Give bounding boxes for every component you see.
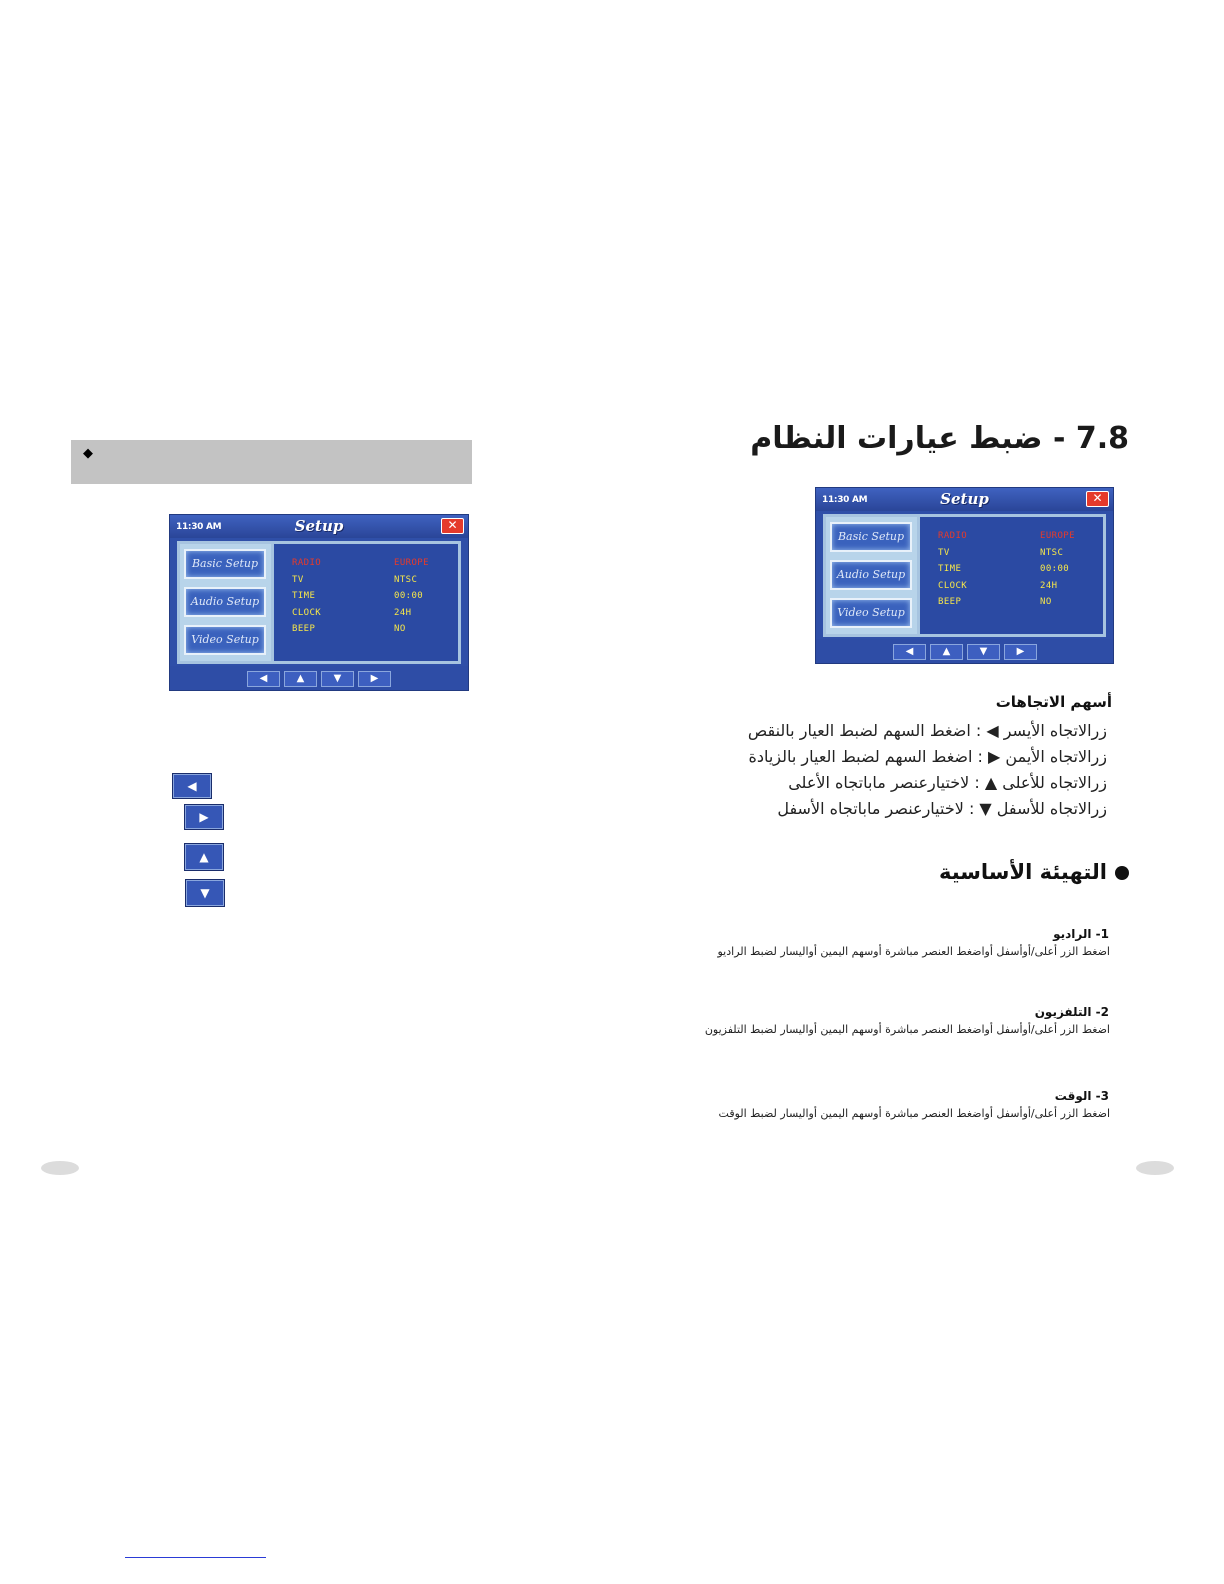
- setting-key: RADIO: [938, 531, 968, 541]
- diamond-bullet-icon: ◆: [83, 446, 93, 461]
- menu-column: [180, 544, 271, 661]
- item-desc-radio: اضغط الزر أعلى/أوأسفل أواضغط العنصر مباشرة أوسهم اليمين أواليسار لضبط الراديو: [717, 945, 1110, 958]
- arrow-desc-down: زرالاتجاه للأسفل ▼ : لاختيارعنصر ماباتجاه الأسفل: [777, 799, 1107, 818]
- basic-setup-button[interactable]: Basic Setup: [184, 549, 266, 579]
- section-title-text: التهيئة الأساسية: [938, 860, 1107, 884]
- nav-up-button[interactable]: ▲: [284, 671, 317, 687]
- nav-right-button[interactable]: ▶: [358, 671, 391, 687]
- setting-row-beep[interactable]: [938, 597, 1093, 614]
- setting-row-tv[interactable]: [938, 548, 1093, 565]
- item-title-radio: 1- الراديو: [1053, 927, 1109, 941]
- close-button[interactable]: ✕: [441, 518, 464, 534]
- setting-row-time[interactable]: [292, 591, 448, 608]
- setting-row-time[interactable]: [938, 564, 1093, 581]
- nav-bar: [170, 666, 468, 690]
- setting-value: NTSC: [1040, 547, 1064, 558]
- nav-right-button[interactable]: ▶: [1004, 644, 1037, 660]
- screen-title: Setup: [294, 517, 344, 535]
- up-arrow-button[interactable]: ▲: [184, 843, 224, 871]
- nav-left-button[interactable]: ◀: [247, 671, 280, 687]
- nav-left-button[interactable]: ◀: [893, 644, 926, 660]
- setting-value: 24H: [394, 607, 412, 618]
- screen-titlebar: [170, 515, 468, 538]
- panel-divider: [271, 544, 274, 661]
- clock-time: 11:30 AM: [822, 495, 868, 505]
- setting-value: NO: [394, 624, 406, 634]
- setting-value: 00:00: [394, 591, 424, 601]
- arrow-desc-up: زرالاتجاه للأعلى ▲ : لاختيارعنصر ماباتجاه الأعلى: [788, 773, 1107, 792]
- menu-column: [826, 517, 917, 634]
- setup-screen-left: [169, 514, 469, 691]
- setting-value: 24H: [1040, 580, 1058, 591]
- setting-row-radio[interactable]: [292, 558, 448, 575]
- arrow-desc-left: زرالاتجاه الأيسر ◀ : اضغط السهم لضبط العيار بالنقص: [747, 721, 1107, 740]
- settings-list: [938, 531, 1093, 614]
- section-title: [939, 860, 1129, 884]
- setting-key: BEEP: [292, 624, 316, 634]
- down-arrow-button[interactable]: ▼: [185, 879, 225, 907]
- panel-divider: [917, 517, 920, 634]
- page-number-oval-left: [41, 1161, 79, 1175]
- setting-key: TV: [938, 547, 950, 558]
- item-desc-time: اضغط الزر أعلى/أوأسفل أواضغط العنصر مباشرة أوسهم اليمين أواليسار لضبط الوقت: [718, 1107, 1110, 1120]
- setting-key: TV: [292, 574, 304, 585]
- setting-key: CLOCK: [292, 607, 322, 618]
- page-number-oval-right: [1136, 1161, 1174, 1175]
- setting-key: BEEP: [938, 597, 962, 607]
- nav-bar: [816, 639, 1113, 663]
- nav-up-button[interactable]: ▲: [930, 644, 963, 660]
- setting-value: NO: [1040, 597, 1052, 607]
- setting-row-radio[interactable]: [938, 531, 1093, 548]
- item-desc-tv: اضغط الزر أعلى/أوأسفل أواضغط العنصر مباشرة أوسهم اليمين أواليسار لضبط التلفزيون: [704, 1023, 1110, 1036]
- setup-screen-right: [815, 487, 1114, 664]
- setting-row-tv[interactable]: [292, 575, 448, 592]
- section-header-bar: [71, 440, 472, 484]
- setting-value: NTSC: [394, 574, 418, 585]
- item-title-tv: 2- التلفزيون: [1034, 1005, 1109, 1019]
- video-setup-button[interactable]: Video Setup: [830, 598, 912, 628]
- video-setup-button[interactable]: Video Setup: [184, 625, 266, 655]
- page-heading: 7.8 - ضبط عيارات النظام: [750, 421, 1129, 456]
- settings-list: [292, 558, 448, 641]
- setting-key: TIME: [938, 564, 962, 574]
- setting-value: 00:00: [1040, 564, 1070, 574]
- right-arrow-button[interactable]: ▶: [184, 804, 224, 830]
- setting-key: RADIO: [292, 558, 322, 568]
- left-arrow-button[interactable]: ◀: [172, 773, 212, 799]
- setting-row-clock[interactable]: [938, 581, 1093, 598]
- setting-row-beep[interactable]: [292, 624, 448, 641]
- footer-rule: [125, 1557, 266, 1558]
- setting-key: TIME: [292, 591, 316, 601]
- close-button[interactable]: ✕: [1086, 491, 1109, 507]
- basic-setup-button[interactable]: Basic Setup: [830, 522, 912, 552]
- setting-value: EUROPE: [1040, 531, 1075, 541]
- item-title-time: 3- الوقت: [1054, 1089, 1109, 1103]
- nav-down-button[interactable]: ▼: [967, 644, 1000, 660]
- audio-setup-button[interactable]: Audio Setup: [184, 587, 266, 617]
- setting-key: CLOCK: [938, 580, 968, 591]
- setting-row-clock[interactable]: [292, 608, 448, 625]
- bullet-dot-icon: [1115, 866, 1129, 880]
- screen-titlebar: [816, 488, 1113, 511]
- audio-setup-button[interactable]: Audio Setup: [830, 560, 912, 590]
- clock-time: 11:30 AM: [176, 522, 222, 532]
- arrow-desc-right: زرالاتجاه الأيمن ▶ : اضغط السهم لضبط العيار بالزيادة: [748, 747, 1107, 766]
- setting-value: EUROPE: [394, 558, 429, 568]
- nav-down-button[interactable]: ▼: [321, 671, 354, 687]
- setup-panel: [177, 541, 461, 664]
- arrows-subheading: أسهم الاتجاهات: [995, 693, 1112, 711]
- setup-panel: [823, 514, 1106, 637]
- screen-title: Setup: [940, 490, 989, 508]
